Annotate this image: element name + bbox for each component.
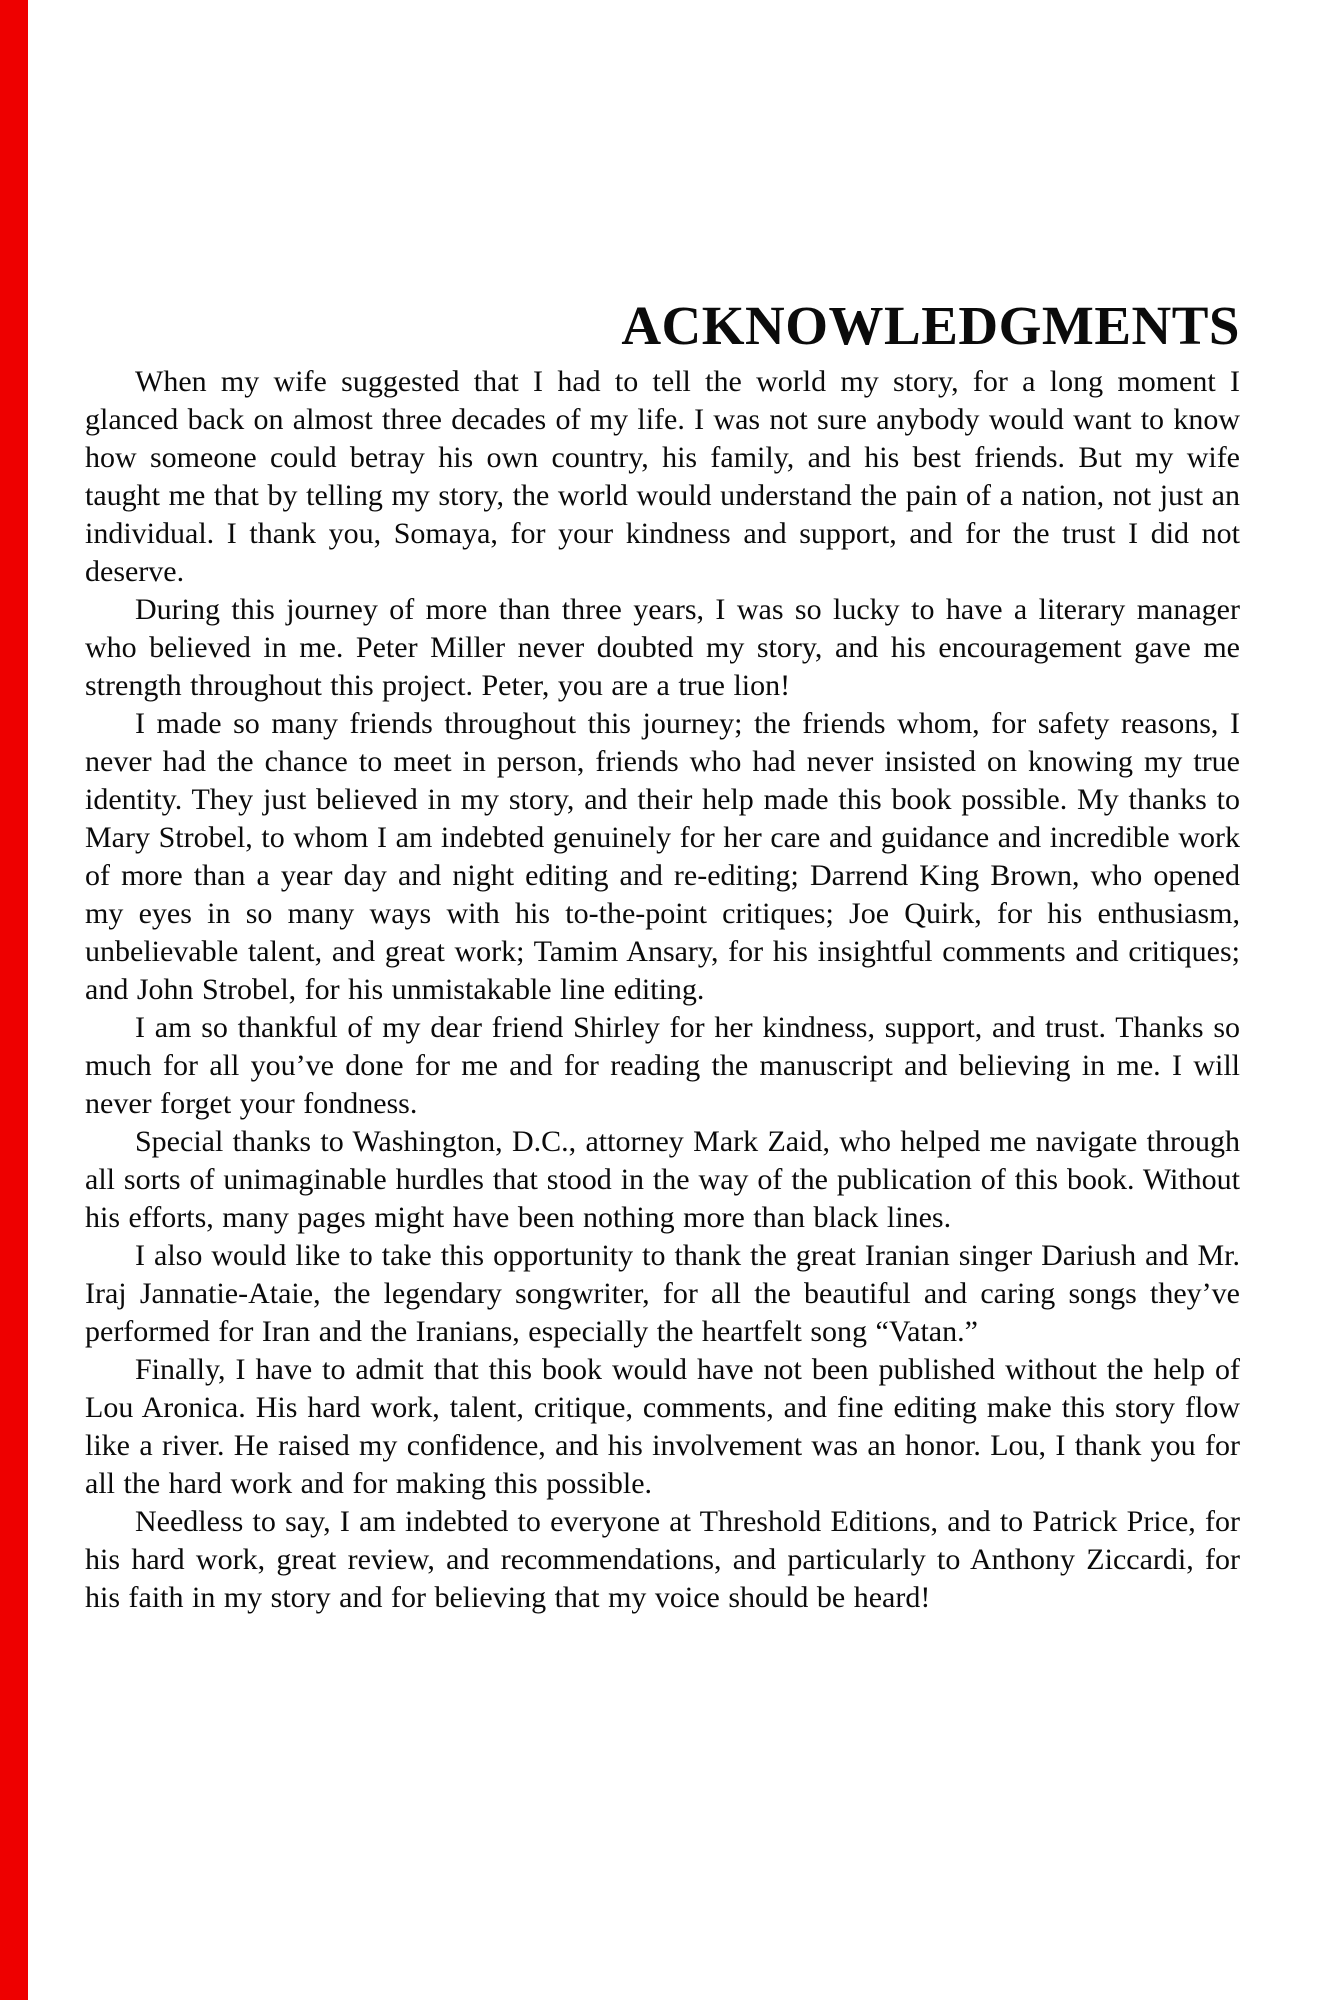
paragraph: Finally, I have to admit that this book would have not been published without the help of Lou Aronica. His hard work, talent, critique, comments, and fine editing make this story flow like a river. He raised my confidence, and his involvement was an honor. Lou, I thank you for all the hard work and for making this possible. [85,1353,1240,1500]
paragraph: During this journey of more than three years, I was so lucky to have a literary manager who believed in me. Peter Miller never doubted my story, and his encouragement gave me strength throughout this project. Peter, you are a true lion! [85,593,1240,702]
paragraph: When my wife suggested that I had to tell the world my story, for a long moment I glanced back on almost three decades of my life. I was not sure anybody would want to know how someone could betray his own country, his family, and his best friends. But my wife taught me that by telling my story, the world would understand the pain of a nation, not just an individual. I thank you, Somaya, for your kindness and support, and for the trust I did not deserve. [85,365,1240,588]
red-edge-bar [0,0,28,2000]
paragraph: Special thanks to Washington, D.C., attorney Mark Zaid, who helped me navigate through all sorts of unimaginable hurdles that stood in the way of the publication of this book. Without his efforts, many pages might have been nothing more than black lines. [85,1125,1240,1234]
paragraph: Needless to say, I am indebted to everyone at Threshold Editions, and to Patrick Price, for his hard work, great review, and recommendations, and particularly to Anthony Ziccardi, for his faith in my story and for believing that my voice should be heard! [85,1505,1240,1614]
paragraph: I am so thankful of my dear friend Shirley for her kindness, support, and trust. Thanks so much for all you’ve done for me and for reading the manuscript and believing in me. I will never forget your fondness. [85,1011,1240,1120]
page-title: ACKNOWLEDGMENTS [621,295,1240,356]
paragraph: I also would like to take this opportunity to thank the great Iranian singer Dariush and Mr. Iraj Jannatie-Ataie, the legendary songwriter, for all the beautiful and caring songs they’ve performed for Iran and the Iranians, especially the heartfelt song “Vatan.” [85,1239,1240,1348]
acknowledgments-text [85,363,1240,1617]
content-area [85,295,1240,1617]
paragraph: I made so many friends throughout this journey; the friends whom, for safety reasons, I never had the chance to meet in person, friends who had never insisted on knowing my true identity. They just believed in my story, and their help made this book possible. My thanks to Mary Strobel, to whom I am indebted genuinely for her care and guidance and incredible work of more than a year day and night editing and re-editing; Darrend King Brown, who opened my eyes in so many ways with his to-the-point critiques; Joe Quirk, for his enthusiasm, unbelievable talent, and great work; Tamim Ansary, for his insightful comments and critiques; and John Strobel, for his unmistakable line editing. [85,707,1240,1006]
